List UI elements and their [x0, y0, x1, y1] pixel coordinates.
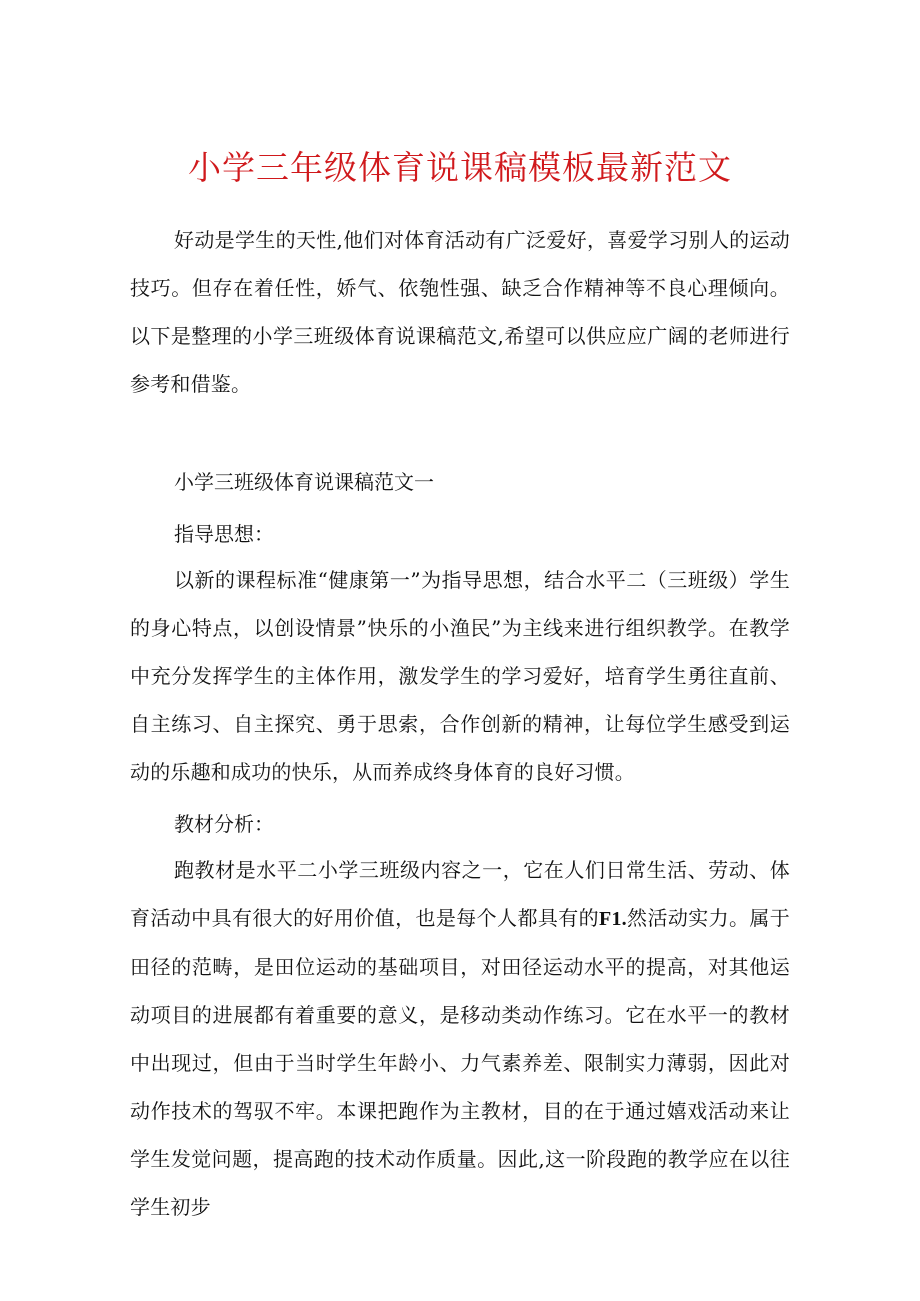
material-heading: 教材分析： [174, 812, 274, 836]
material-paragraph [130, 846, 790, 1231]
guiding-heading: 指导思想： [174, 522, 274, 546]
material-bold-token: F1. [599, 908, 627, 930]
material-text-part-a: 跑教材是水平二小学三班级内容之一，它在人们日常生活、劳动、体育活动中具有很大的好用价值，也是每个人都具有的 [130, 858, 790, 930]
material-text-part-b: 然活动实力。属于田径的范畴，是田位运动的基础项目，对田径运动水平的提高，对其他运动项目的进展都有着重要的意义，是移动类动作练习。它在水平一的教材中出现过，但由于当时学生年龄小、力气素养差、限制实力薄弱，因此对动作技术的驾驭不牢。本课把跑作为主教材，目的在于通过嬉戏活动来让学生发觉问题，提高跑的技术动作质量。因此,这一阶段跑的教学应在以往学生初步 [130, 906, 790, 1219]
section-title: 小学三班级体育说课稿范文一 [174, 470, 434, 494]
guiding-paragraph: 以新的课程标准“健康第一”为指导思想，结合水平二（三班级）学生的身心特点，以创设情景”快乐的小渔民”为主线来进行组织教学。在教学中充分发挥学生的主体作用，激发学生的学习爱好，培育学生勇往直前、自主练习、自主探究、勇于思索，合作创新的精神，让每位学生感受到运动的乐趣和成功的快乐，从而养成终身体育的良好习惯。 [130, 568, 790, 784]
document-title: 小学三年级体育说课稿模板最新范文 [188, 148, 732, 187]
intro-paragraph: 好动是学生的天性,他们对体育活动有广泛爱好，喜爱学习别人的运动技巧。但存在着任性，娇气、依匏性强、缺乏合作精神等不良心理倾向。以下是整理的小学三班级体育说课稿范文,希望可以供应应广阔的老师进行参考和借鉴。 [130, 228, 790, 396]
